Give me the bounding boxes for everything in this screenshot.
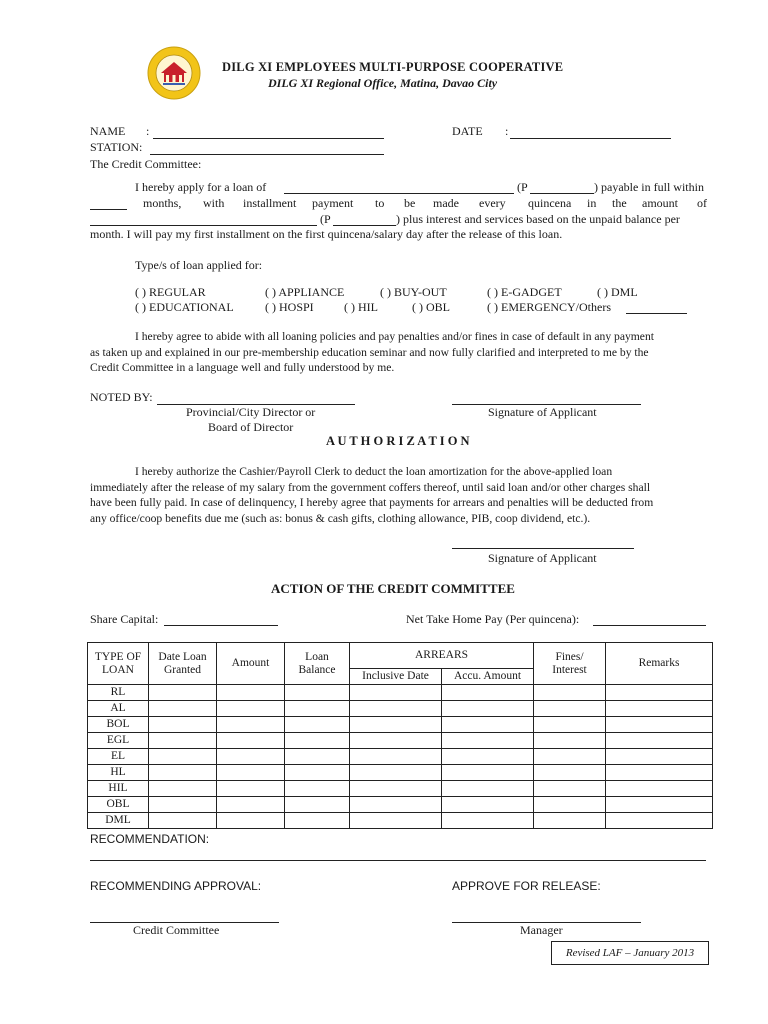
table-cell[interactable] bbox=[350, 749, 442, 765]
table-cell[interactable] bbox=[149, 717, 217, 733]
authorization-signature-caption: Signature of Applicant bbox=[488, 551, 597, 565]
loan-table-row bbox=[88, 813, 713, 829]
loan-type-hil-checkbox[interactable]: ( ) HIL bbox=[344, 300, 378, 314]
table-cell[interactable] bbox=[442, 781, 534, 797]
loan-table-row bbox=[88, 733, 713, 749]
loan-type-obl-checkbox[interactable]: ( ) OBL bbox=[412, 300, 450, 314]
header-inclusive-date: Inclusive Date bbox=[350, 669, 442, 685]
loan-type-regular-checkbox[interactable]: ( ) REGULAR bbox=[135, 285, 206, 299]
table-cell[interactable] bbox=[442, 765, 534, 781]
recommendation-label: RECOMMENDATION: bbox=[90, 832, 210, 846]
months-field[interactable] bbox=[90, 209, 127, 210]
table-cell[interactable] bbox=[217, 797, 285, 813]
table-cell[interactable] bbox=[285, 749, 350, 765]
apply-word: be bbox=[404, 196, 416, 210]
date-field[interactable] bbox=[510, 138, 671, 139]
loan-table-row bbox=[88, 749, 713, 765]
agreement-line: as taken up and explained in our pre-membership education seminar and now fully clarified and interpreted to me by the bbox=[90, 345, 649, 359]
table-cell[interactable] bbox=[534, 733, 606, 749]
table-cell[interactable] bbox=[534, 765, 606, 781]
apply-text-6: month. I will pay my first installment on the first quincena/salary day after the release of this loan. bbox=[90, 227, 563, 241]
table-cell[interactable] bbox=[285, 781, 350, 797]
loan-type-code: HL bbox=[88, 765, 149, 781]
director-caption-2: Board of Director bbox=[208, 420, 294, 434]
table-cell[interactable] bbox=[606, 717, 713, 733]
table-cell[interactable] bbox=[149, 685, 217, 701]
loan-table-row bbox=[88, 701, 713, 717]
table-cell[interactable] bbox=[350, 701, 442, 717]
revision-box bbox=[551, 941, 709, 965]
share-capital-label: Share Capital: bbox=[90, 612, 159, 626]
table-cell[interactable] bbox=[285, 717, 350, 733]
apply-text-2: (P bbox=[517, 180, 528, 194]
loan-type-buyout-checkbox[interactable]: ( ) BUY-OUT bbox=[380, 285, 447, 299]
share-capital-field[interactable] bbox=[164, 625, 278, 626]
loan-type-code: EL bbox=[88, 749, 149, 765]
loan-types-label: Type/s of loan applied for: bbox=[135, 258, 263, 272]
loan-type-code: RL bbox=[88, 685, 149, 701]
apply-word: the bbox=[612, 196, 627, 210]
table-cell[interactable] bbox=[606, 733, 713, 749]
station-field[interactable] bbox=[150, 154, 384, 155]
table-cell[interactable] bbox=[350, 717, 442, 733]
loan-type-code: BOL bbox=[88, 717, 149, 733]
header-fines-interest: Fines/ Interest bbox=[534, 643, 606, 685]
table-cell[interactable] bbox=[534, 797, 606, 813]
date-label: DATE bbox=[452, 124, 483, 138]
table-cell[interactable] bbox=[534, 717, 606, 733]
apply-text-3: ) payable in full within bbox=[594, 180, 704, 194]
authorization-line: have been fully paid. In case of delinquency, I hereby agree that payments for arrears and penalties will be deducted from bbox=[90, 496, 654, 509]
recommending-approval-label: RECOMMENDING APPROVAL: bbox=[90, 879, 262, 893]
apply-word: amount bbox=[642, 196, 678, 210]
table-cell[interactable] bbox=[285, 701, 350, 717]
table-cell[interactable] bbox=[285, 797, 350, 813]
apply-word: made bbox=[433, 196, 459, 210]
loan-type-appliance-checkbox[interactable]: ( ) APPLIANCE bbox=[265, 285, 345, 299]
table-cell[interactable] bbox=[606, 781, 713, 797]
agreement-line: Credit Committee in a language well and fully understood by me. bbox=[90, 361, 395, 374]
organization-name: DILG XI EMPLOYEES MULTI-PURPOSE COOPERATIVE bbox=[222, 60, 564, 74]
date-colon: : bbox=[505, 124, 509, 138]
table-cell[interactable] bbox=[149, 733, 217, 749]
installment-figure-field[interactable] bbox=[333, 225, 396, 226]
table-cell[interactable] bbox=[149, 813, 217, 829]
table-cell[interactable] bbox=[350, 765, 442, 781]
loan-type-code: AL bbox=[88, 701, 149, 717]
table-cell[interactable] bbox=[350, 733, 442, 749]
apply-text-1: I hereby apply for a loan of bbox=[135, 180, 267, 194]
table-cell[interactable] bbox=[606, 685, 713, 701]
table-cell[interactable] bbox=[534, 701, 606, 717]
table-cell[interactable] bbox=[606, 765, 713, 781]
approve-for-release-label: APPROVE FOR RELEASE: bbox=[452, 879, 601, 893]
others-specify-field[interactable] bbox=[626, 313, 687, 314]
authorization-paragraph bbox=[90, 464, 710, 526]
apply-word: installment bbox=[243, 196, 297, 210]
table-cell[interactable] bbox=[217, 813, 285, 829]
table-cell[interactable] bbox=[217, 733, 285, 749]
net-take-home-label: Net Take Home Pay (Per quincena): bbox=[406, 612, 580, 626]
cooperative-seal-logo bbox=[147, 46, 201, 100]
noted-by-label: NOTED BY: bbox=[90, 390, 153, 404]
table-cell[interactable] bbox=[149, 797, 217, 813]
table-cell[interactable] bbox=[442, 685, 534, 701]
authorization-title: A U T H O R I Z A T I O N bbox=[326, 434, 470, 448]
table-cell[interactable] bbox=[350, 813, 442, 829]
loan-type-dml-checkbox[interactable]: ( ) DML bbox=[597, 285, 638, 299]
table-cell[interactable] bbox=[606, 797, 713, 813]
header-remarks: Remarks bbox=[606, 643, 713, 685]
table-cell[interactable] bbox=[285, 765, 350, 781]
agreement-line: I hereby agree to abide with all loaning policies and pay penalties and/or fines in case of default in any payment bbox=[135, 330, 654, 343]
name-field[interactable] bbox=[153, 138, 384, 139]
apply-word: to bbox=[375, 196, 385, 210]
table-cell[interactable] bbox=[285, 685, 350, 701]
addressee: The Credit Committee: bbox=[90, 157, 202, 171]
authorization-signature-line[interactable] bbox=[452, 548, 634, 549]
table-cell[interactable] bbox=[606, 813, 713, 829]
header-amount: Amount bbox=[217, 643, 285, 685]
apply-word: quincena bbox=[528, 196, 572, 210]
table-cell[interactable] bbox=[442, 733, 534, 749]
name-colon: : bbox=[146, 124, 150, 138]
loan-table-row bbox=[88, 765, 713, 781]
apply-word: payment bbox=[312, 196, 354, 210]
table-cell[interactable] bbox=[285, 733, 350, 749]
credit-committee-table bbox=[87, 642, 713, 829]
table-cell[interactable] bbox=[217, 701, 285, 717]
loan-type-code: OBL bbox=[88, 797, 149, 813]
table-cell[interactable] bbox=[149, 701, 217, 717]
recommendation-field[interactable] bbox=[90, 860, 706, 861]
table-cell[interactable] bbox=[285, 813, 350, 829]
credit-committee-caption: Credit Committee bbox=[133, 923, 220, 937]
table-cell[interactable] bbox=[442, 701, 534, 717]
header-loan-balance: Loan Balance bbox=[285, 643, 350, 685]
loan-type-emergency-checkbox[interactable]: ( ) EMERGENCY/Others bbox=[487, 300, 611, 314]
table-cell[interactable] bbox=[217, 685, 285, 701]
net-take-home-field[interactable] bbox=[593, 625, 706, 626]
loan-type-educational-checkbox[interactable]: ( ) EDUCATIONAL bbox=[135, 300, 234, 314]
table-cell[interactable] bbox=[217, 717, 285, 733]
table-cell[interactable] bbox=[606, 749, 713, 765]
table-cell[interactable] bbox=[442, 749, 534, 765]
apply-text-5: ) plus interest and services based on the unpaid balance per bbox=[396, 212, 680, 226]
table-cell[interactable] bbox=[442, 717, 534, 733]
apply-word: in bbox=[587, 196, 597, 210]
revision-text: Revised LAF – January 2013 bbox=[565, 947, 695, 959]
office-address: DILG XI Regional Office, Matina, Davao City bbox=[268, 76, 498, 90]
table-cell[interactable] bbox=[149, 749, 217, 765]
name-label: NAME bbox=[90, 124, 126, 138]
loan-table-row bbox=[88, 685, 713, 701]
station-label: STATION: bbox=[90, 140, 143, 154]
table-cell[interactable] bbox=[606, 701, 713, 717]
authorization-line: any office/coop benefits due me (such as: bonus & cash gifts, clothing allowance, PIB, coop dividend, etc.). bbox=[90, 511, 591, 525]
header-accu-amount: Accu. Amount bbox=[442, 669, 534, 685]
table-cell[interactable] bbox=[149, 781, 217, 797]
agreement-paragraph bbox=[90, 329, 710, 376]
loan-type-code: EGL bbox=[88, 733, 149, 749]
header-date-granted: Date Loan Granted bbox=[149, 643, 217, 685]
loan-table-row bbox=[88, 717, 713, 733]
table-cell[interactable] bbox=[217, 749, 285, 765]
table-cell[interactable] bbox=[350, 781, 442, 797]
loan-type-code: DML bbox=[88, 813, 149, 829]
committee-title: ACTION OF THE CREDIT COMMITTEE bbox=[271, 581, 515, 596]
loan-amount-figure-field[interactable] bbox=[530, 193, 594, 194]
table-cell[interactable] bbox=[442, 797, 534, 813]
table-cell[interactable] bbox=[534, 813, 606, 829]
table-cell[interactable] bbox=[350, 797, 442, 813]
loan-table-row bbox=[88, 781, 713, 797]
apply-text-4: (P bbox=[320, 212, 331, 226]
header-arrears: ARREARS bbox=[350, 643, 534, 669]
apply-word: of bbox=[697, 196, 707, 210]
table-cell[interactable] bbox=[534, 685, 606, 701]
loan-amount-words-field[interactable] bbox=[284, 193, 514, 194]
apply-word: with bbox=[203, 196, 225, 210]
authorization-line: I hereby authorize the Cashier/Payroll Clerk to deduct the loan amortization for the above-applied loan bbox=[135, 465, 613, 478]
manager-caption: Manager bbox=[520, 923, 563, 937]
table-cell[interactable] bbox=[534, 781, 606, 797]
table-cell[interactable] bbox=[534, 749, 606, 765]
apply-word: every bbox=[479, 196, 506, 210]
table-cell[interactable] bbox=[149, 765, 217, 781]
table-cell[interactable] bbox=[442, 813, 534, 829]
table-cell[interactable] bbox=[217, 781, 285, 797]
apply-word: months, bbox=[143, 196, 182, 210]
installment-words-field[interactable] bbox=[90, 225, 317, 226]
header-type-of-loan: TYPE OF LOAN bbox=[88, 643, 149, 685]
table-cell[interactable] bbox=[217, 765, 285, 781]
loan-type-hospi-checkbox[interactable]: ( ) HOSPI bbox=[265, 300, 314, 314]
authorization-line: immediately after the release of my salary from the government coffers thereof, until said loan and/or other charges shall bbox=[90, 480, 651, 494]
loan-type-egadget-checkbox[interactable]: ( ) E-GADGET bbox=[487, 285, 562, 299]
director-caption: Provincial/City Director or bbox=[186, 405, 316, 419]
applicant-signature-caption: Signature of Applicant bbox=[488, 405, 597, 419]
table-cell[interactable] bbox=[350, 685, 442, 701]
loan-table-row bbox=[88, 797, 713, 813]
loan-type-code: HIL bbox=[88, 781, 149, 797]
